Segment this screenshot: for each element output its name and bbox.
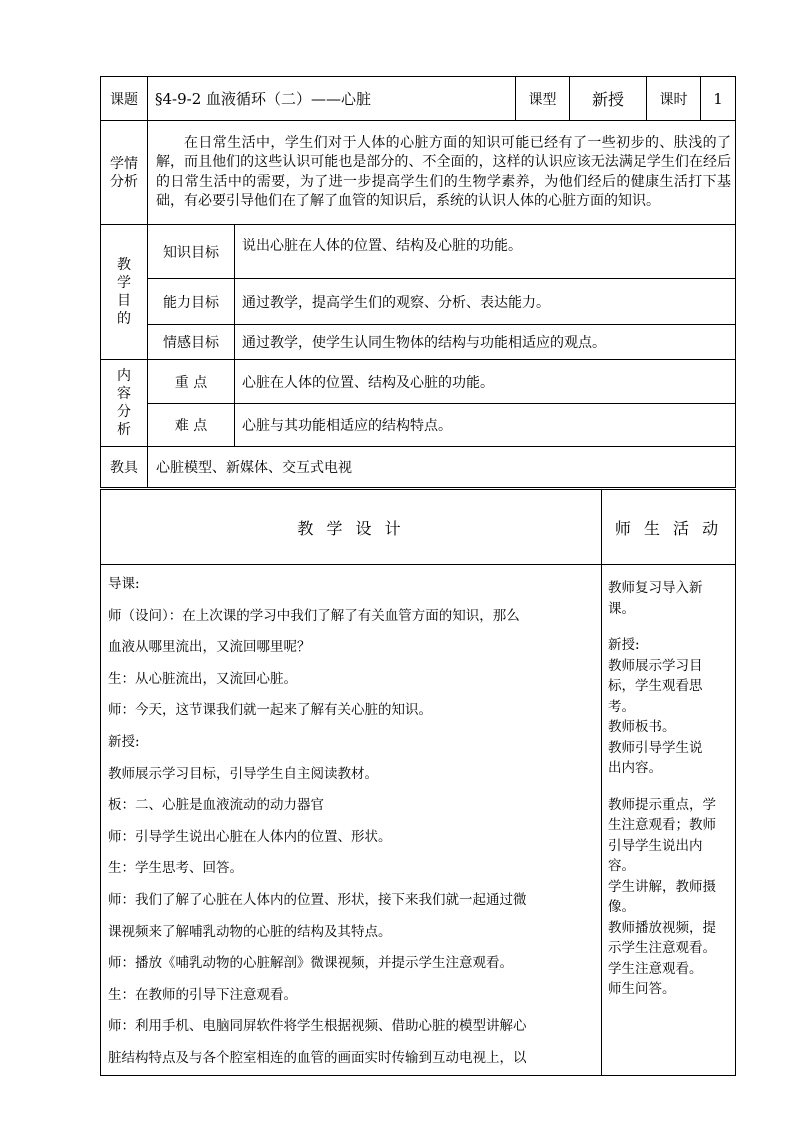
design-line: 生：在教师的引导下注意观看。 — [108, 986, 297, 1003]
period-label: 课时 — [646, 77, 700, 120]
activity-line: 像。 — [608, 899, 635, 915]
design-line: 教师展示学习目标，引导学生自主阅读教材。 — [108, 765, 378, 782]
difficulty-value: 心脏与其功能相适应的结构特点。 — [235, 404, 736, 447]
activity-line: 示学生注意观看。 — [608, 940, 716, 956]
ability-goal-label: 能力目标 — [148, 279, 235, 325]
design-line: 生：从心脏流出，又流回心脏。 — [108, 670, 297, 687]
topic-value: §4-9-2 血液循环（二）——心脏 — [155, 90, 372, 108]
activity-line: 课。 — [608, 600, 635, 617]
objectives-label: 教 学 目 的 — [101, 225, 148, 360]
design-line: 师：引导学生说出心脏在人体内的位置、形状。 — [108, 828, 392, 845]
design-line: 师（设问）：在上次课的学习中我们了解了有关血管方面的知识，那么 — [108, 607, 520, 624]
design-content — [101, 565, 602, 1076]
design-line: 师：利用手机、电脑同屏软件将学生根据视频、借助心脏的模型讲解心 — [108, 1018, 527, 1035]
activity-content — [602, 565, 736, 1076]
student-analysis-label: 学情 分析 — [101, 121, 148, 225]
design-line: 板：二、心脏是血液流动的动力器官 — [108, 797, 324, 814]
period-value: 1 — [700, 77, 735, 120]
activity-line: 教师板书。 — [608, 719, 676, 735]
key-point-label: 重 点 — [148, 360, 235, 404]
activity-line: 引导学生说出内 — [608, 837, 703, 854]
design-header: 教 学 设 计 — [101, 490, 602, 565]
knowledge-goal-value: 说出心脏在人体的位置、结构及心脏的功能。 — [235, 225, 736, 279]
design-line: 师：今天，这节课我们就一起来了解有关心脏的知识。 — [108, 702, 432, 719]
type-value: 新授 — [569, 77, 646, 120]
knowledge-goal-label: 知识目标 — [148, 225, 235, 279]
activity-line: 教师展示学习目 — [608, 657, 703, 674]
activity-line: 教师播放视频，提 — [608, 919, 716, 936]
emotion-goal-label: 情感目标 — [148, 325, 235, 360]
activity-line: 师生问答。 — [608, 981, 676, 997]
design-line: 新授: — [108, 733, 140, 750]
difficulty-label: 难 点 — [148, 404, 235, 447]
activity-line — [608, 779, 732, 795]
topic-label: 课题 — [101, 77, 148, 121]
activity-line — [608, 619, 732, 635]
tools-value: 心脏模型、新媒体、交互式电视 — [148, 447, 736, 488]
activity-line: 出内容。 — [608, 760, 662, 776]
design-line: 师：我们了解了心脏在人体内的位置、形状，接下来我们就一起通过微 — [108, 891, 527, 908]
design-line: 脏结构特点及与各个腔室相连的血管的画面实时传输到互动电视上，以 — [108, 1049, 527, 1066]
activity-line: 考。 — [608, 698, 635, 715]
activity-line: 新授: — [608, 637, 640, 653]
activity-line: 生注意观看；教师 — [608, 817, 716, 833]
activity-line: 教师复习导入新 — [608, 580, 703, 596]
key-point-value: 心脏在人体的位置、结构及心脏的功能。 — [235, 360, 736, 404]
lesson-info-table — [100, 76, 736, 488]
activity-line: 学生注意观看。 — [608, 960, 703, 977]
student-analysis-text: 在日常生活中，学生们对于人体的心脏方面的知识可能已经有了一些初步的、肤浅的了解，而且他们的这些认识可能也是部分的、不全面的，这样的认识应该无法满足学生们在经后的日常生活中的需要，为了进一步提高学生们的生物学素养，为他们经后的健康生活打下基础，有必要引导他们在了解了血管的知识后，系统的认识人体的心脏方面的知识。 — [148, 121, 736, 225]
design-line: 血液从哪里流出，又流回哪里呢？ — [108, 639, 311, 656]
design-line: 课视频来了解哺乳动物的心脏的结构及其特点。 — [108, 923, 392, 940]
activity-line: 教师引导学生说 — [608, 739, 703, 756]
activity-header: 师 生 活 动 — [602, 490, 736, 565]
type-label: 课型 — [515, 77, 569, 120]
design-line: 导课: — [108, 576, 140, 592]
emotion-goal-value: 通过教学，使学生认同生物体的结构与功能相适应的观点。 — [235, 325, 736, 360]
content-analysis-label: 内 容 分 析 — [101, 360, 148, 447]
design-table — [100, 489, 736, 1076]
activity-line: 容。 — [608, 858, 635, 874]
activity-line: 教师提示重点，学 — [608, 796, 716, 813]
activity-line: 标，学生观看思 — [608, 678, 703, 694]
ability-goal-value: 通过教学，提高学生们的观察、分析、表达能力。 — [235, 279, 736, 325]
design-line: 生：学生思考、回答。 — [108, 860, 243, 877]
tools-label: 教具 — [101, 447, 148, 488]
design-line: 师：播放《哺乳动物的心脏解剖》微课视频，并提示学生注意观看。 — [108, 955, 513, 972]
activity-line: 学生讲解，教师摄 — [608, 878, 716, 895]
